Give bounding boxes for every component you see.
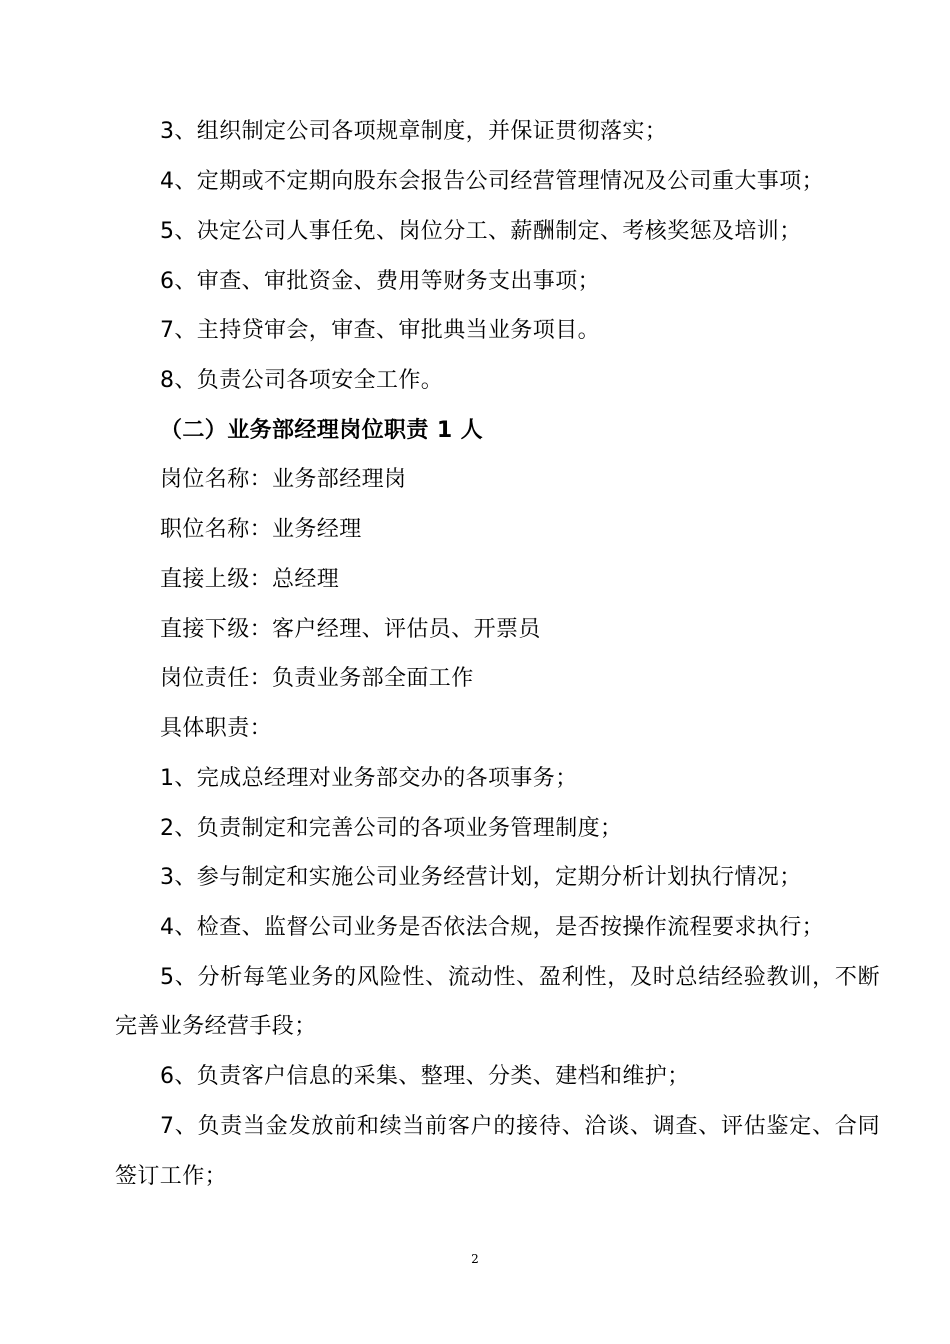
- manager-duty-6: 6、负责客户信息的采集、整理、分类、建档和维护；: [160, 1064, 690, 1089]
- duty-item-4: 4、定期或不定期向股东会报告公司经营管理情况及公司重大事项；: [160, 169, 824, 194]
- manager-duty-4: 4、检查、监督公司业务是否依法合规，是否按操作流程要求执行；: [160, 915, 824, 940]
- duty-item-8: 8、负责公司各项安全工作。: [160, 368, 444, 393]
- job-title: 职位名称：业务经理: [160, 517, 362, 542]
- page-number: 2: [471, 1252, 479, 1266]
- manager-duty-7-line-1: 7、负责当金发放前和续当前客户的接待、洽谈、调查、评估鉴定、合同: [160, 1114, 880, 1139]
- manager-duty-3: 3、参与制定和实施公司业务经营计划，定期分析计划执行情况；: [160, 865, 802, 890]
- section-heading: （二）业务部经理岗位职责 1 人: [160, 418, 484, 443]
- duty-item-6: 6、审查、审批资金、费用等财务支出事项；: [160, 269, 600, 294]
- manager-duty-5-line-2: 完善业务经营手段；: [115, 1014, 317, 1039]
- manager-duty-2: 2、负责制定和完善公司的各项业务管理制度；: [160, 816, 623, 841]
- position-name: 岗位名称：业务部经理岗: [160, 467, 407, 492]
- manager-duty-1: 1、完成总经理对业务部交办的各项事务；: [160, 766, 578, 791]
- specific-duties-label: 具体职责：: [160, 716, 273, 741]
- duty-item-7: 7、主持贷审会，审查、审批典当业务项目。: [160, 318, 600, 343]
- duty-item-3: 3、组织制定公司各项规章制度，并保证贯彻落实；: [160, 119, 668, 144]
- duty-item-5: 5、决定公司人事任免、岗位分工、薪酬制定、考核奖惩及培训；: [160, 219, 802, 244]
- direct-superior: 直接上级：总经理: [160, 567, 340, 592]
- position-responsibility: 岗位责任：负责业务部全面工作: [160, 666, 474, 691]
- manager-duty-7-line-2: 签订工作；: [115, 1164, 228, 1189]
- manager-duty-5-line-1: 5、分析每笔业务的风险性、流动性、盈利性，及时总结经验教训，不断: [160, 965, 880, 990]
- direct-subordinates: 直接下级：客户经理、评估员、开票员: [160, 617, 541, 642]
